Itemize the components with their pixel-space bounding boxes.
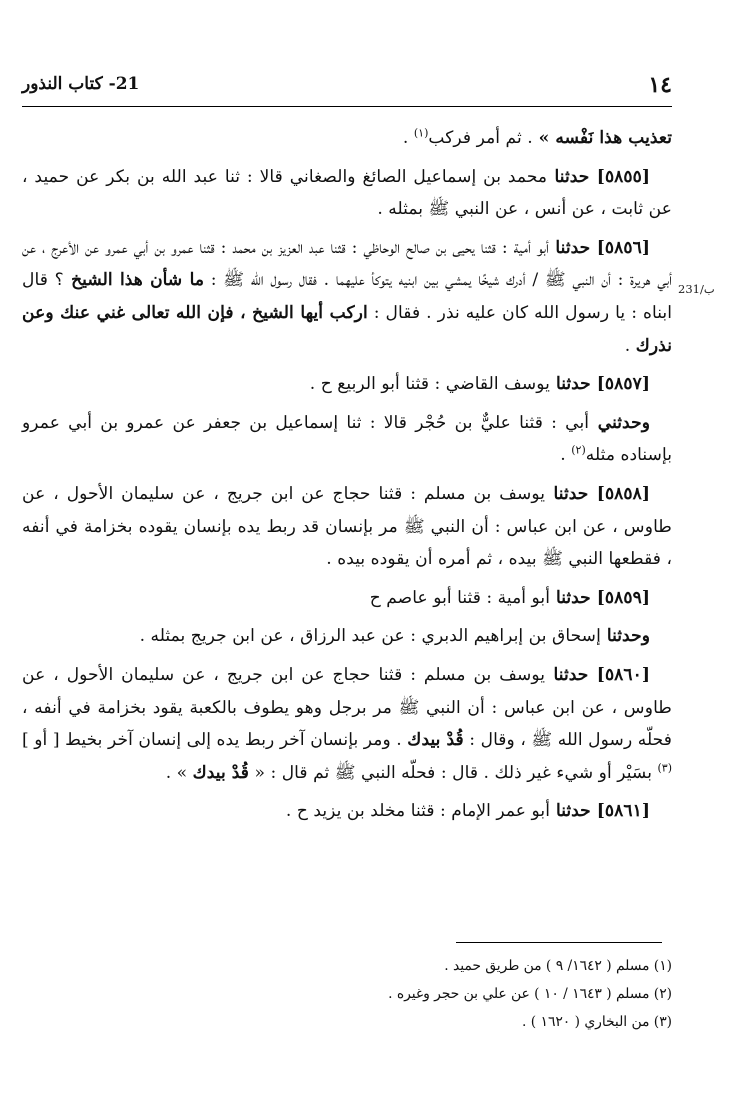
text-segment: بسَيْر أو شيء غير ذلك . قال : فحلّه النبي ﷺ ثم قال : « — [249, 762, 658, 783]
footnotes — [22, 952, 672, 1036]
text-segment: . — [624, 335, 636, 356]
main-text — [22, 122, 672, 834]
text-segment: » . — [165, 762, 193, 783]
hadith-paragraph — [22, 232, 672, 362]
hadith-paragraph — [22, 407, 672, 472]
bold-text: [٥٨٦١] حدثنا — [549, 801, 650, 822]
bold-text: وحدثنا — [600, 626, 650, 647]
bold-text: [٥٨٥٦] حدثنا — [548, 237, 650, 258]
footnote-3: (٣) من البخاري ( ١٦٢٠ ) . — [522, 1014, 672, 1030]
footnote-ref: (١) — [413, 126, 429, 140]
text-segment: أبو أمية : قثنا يحيى بن صالح الوحاظي : قثنا عبد العزيز بن محمد : قثنا عمرو بن أبي عمرو عن الأعرج ، عن أبي هريرة : أن النبي ﷺ / أدرك شيخًا يمشي بين ابنيه يتوكأ عليهما . فقال رسول الله ﷺ : — [22, 237, 673, 291]
chapter-title: 21- كتاب النذور — [22, 74, 140, 94]
text-segment: ؟ قال ابناه : يا رسول الله كان عليه نذر . فقال : — [22, 270, 672, 323]
bold-text: قُدْ بيدك — [407, 730, 464, 751]
bold-text: [٥٨٥٨] حدثنا — [545, 483, 651, 504]
footnote-1: (١) مسلم ( ١٦٤٢/ ٩ ) من طريق حميد . — [444, 958, 672, 974]
hadith-paragraph — [22, 659, 672, 789]
hadith-paragraph — [22, 620, 672, 653]
text-segment: . ثم أمر فركب — [428, 128, 533, 148]
bold-text: ما شأن هذا الشيخ — [63, 270, 205, 291]
bold-text: وحدثني — [589, 412, 650, 433]
page-header — [22, 72, 672, 107]
bold-text: [٥٨٥٥] حدثنا — [547, 166, 651, 187]
bold-text: [٥٨٥٩] حدثنا — [549, 587, 650, 608]
bold-text: تعذيب هذا نَفْسه » — [532, 128, 672, 148]
text-segment: محمد بن إسماعيل الصائغ والصغاني قالا : ثنا عبد الله بن بكر عن حميد ، عن ثابت ، عن أنس ، عن النبي ﷺ بمثله . — [22, 166, 672, 220]
footnote-ref: (٣) — [657, 760, 672, 774]
footnote-ref: (٢) — [571, 443, 586, 457]
bold-text: [٥٨٥٧] حدثنا — [549, 374, 650, 395]
hadith-paragraph — [22, 795, 672, 828]
page-number: ١٤ — [648, 72, 672, 98]
hadith-paragraph — [22, 478, 672, 576]
hadith-paragraph — [22, 368, 672, 401]
text-segment: يوسف بن مسلم : قثنا حجاج عن ابن جريج ، عن سليمان الأحول ، عن طاوس ، عن ابن عباس : أن النبي ﷺ مر بإنسان قد ربط يده بإنسان يقوده بخزامة في أنفه ، فقطعها النبي ﷺ بيده ، ثم أمره أن يقوده بيده . — [22, 483, 672, 570]
text-segment: . ومر بإنسان آخر ربط يده إلى إنسان آخر بخيط [ أو ] — [22, 730, 408, 751]
text-segment: يوسف القاضي : قثنا أبو الربيع ح . — [309, 374, 550, 395]
text-segment: . — [402, 128, 414, 148]
text-segment: يوسف بن مسلم : قثنا حجاج عن ابن جريج ، عن سليمان الأحول ، عن طاوس ، عن ابن عباس : أن النبي ﷺ مر برجل وهو يطوف بالكعبة يقود بخزامة في أنفه ، فحلّه رسول الله ﷺ ، وقال : — [22, 664, 672, 751]
text-segment: . — [560, 445, 572, 466]
text-segment: أبو عمر الإمام : قثنا مخلد بن يزيد ح . — [285, 801, 550, 822]
bold-text: قُدْ بيدك — [192, 762, 249, 783]
margin-folio-note: 231/ب — [678, 282, 715, 296]
text-segment: إسحاق بن إبراهيم الدبري : عن عبد الرزاق ، عن ابن جريج بمثله . — [139, 626, 601, 647]
hadith-paragraph — [22, 582, 672, 615]
hadith-paragraph — [22, 161, 672, 226]
bold-text: [٥٨٦٠] حدثنا — [545, 664, 651, 685]
hadith-paragraph — [22, 122, 672, 155]
footnote-divider — [456, 942, 662, 943]
text-segment: أبي : قثنا عليٌّ بن حُجْر قالا : ثنا إسماعيل بن جعفر عن عمرو بن أبي عمرو بإسناده مثله — [22, 412, 672, 466]
bold-text: اركب أيها الشيخ ، فإن الله تعالى غني عنك وعن نذرك — [22, 302, 672, 356]
text-segment: أبو أمية : قثنا أبو عاصم ح — [369, 587, 550, 608]
footnote-2: (٢) مسلم ( ١٦٤٣ / ١٠ ) عن علي بن حجر وغيره . — [388, 986, 672, 1002]
